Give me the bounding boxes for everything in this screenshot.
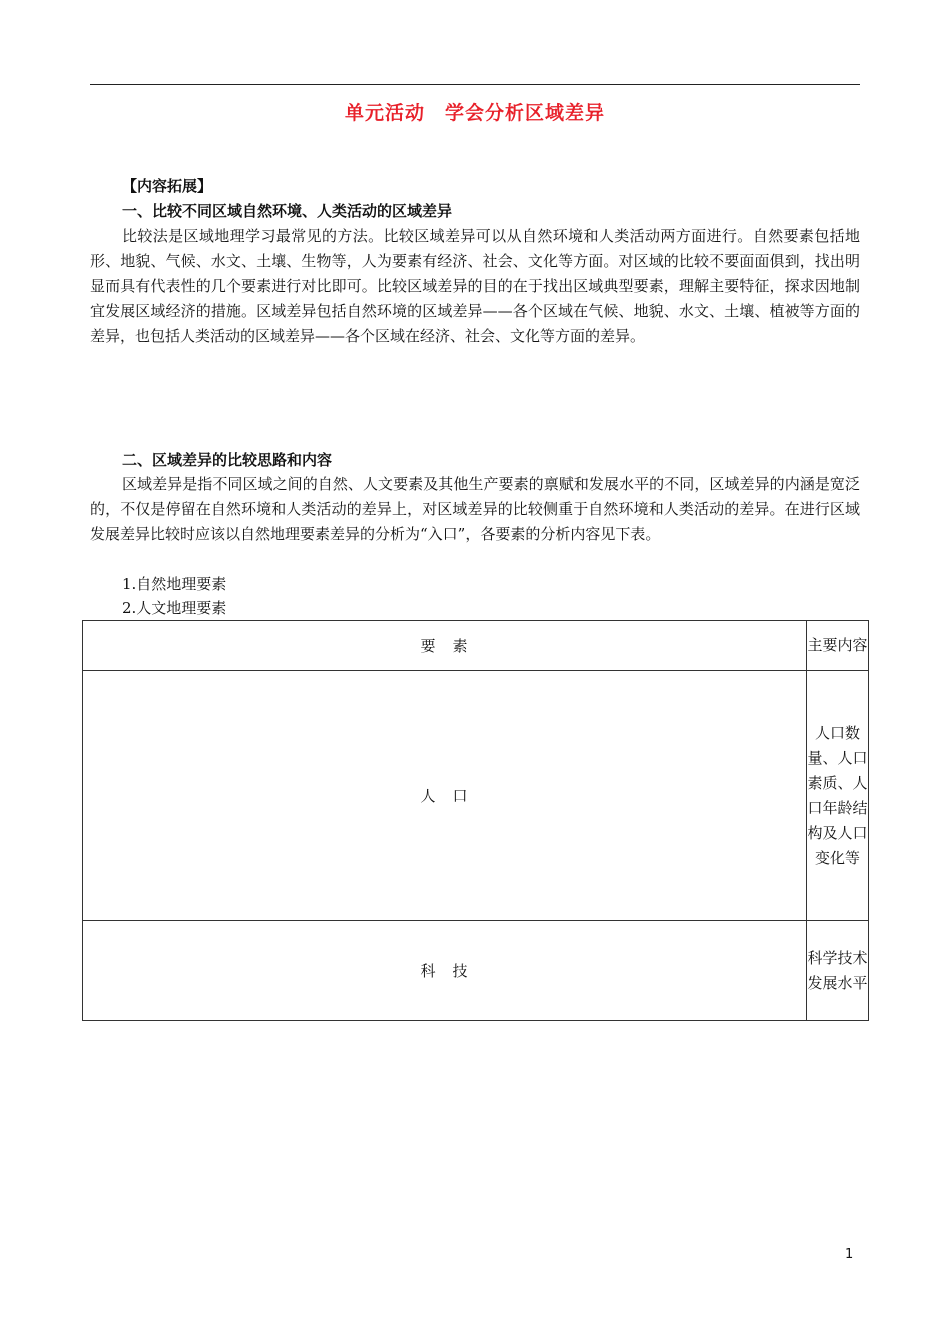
elements-table bbox=[82, 620, 869, 1021]
row-content: 人口数量、人口素质、人口年龄结构及人口变化等 bbox=[807, 671, 869, 921]
header-rule bbox=[90, 84, 860, 85]
section-label: 【内容拓展】 bbox=[122, 177, 213, 195]
section2-heading: 二、区域差异的比较思路和内容 bbox=[122, 451, 333, 469]
section2-body: 区域差异是指不同区域之间的自然、人文要素及其他生产要素的禀赋和发展水平的不同，区域差异的内涵是宽泛的，不仅是停留在自然环境和人类活动的差异上，对区域差异的比较侧重于自然环境和人类活动的差异。在进行区域发展差异比较时应该以自然地理要素差异的分析为“入口”，各要素的分析内容见下表。 bbox=[90, 475, 860, 543]
list-item-human: 2.人文地理要素 bbox=[122, 599, 227, 617]
table-header-row bbox=[83, 621, 869, 671]
header-element: 要 素 bbox=[83, 621, 807, 671]
section1-heading: 一、比较不同区域自然环境、人类活动的区域差异 bbox=[122, 202, 453, 220]
page-title: 单元活动 学会分析区域差异 bbox=[344, 102, 605, 124]
row-content: 科学技术发展水平 bbox=[807, 921, 869, 1021]
row-element: 人 口 bbox=[83, 671, 807, 921]
table-row bbox=[83, 921, 869, 1021]
list-item-natural: 1.自然地理要素 bbox=[122, 575, 227, 593]
header-content: 主要内容 bbox=[807, 621, 869, 671]
row-element: 科 技 bbox=[83, 921, 807, 1021]
page-number: 1 bbox=[845, 1247, 854, 1262]
section1-body: 比较法是区域地理学习最常见的方法。比较区域差异可以从自然环境和人类活动两方面进行。自然要素包括地形、地貌、气候、水文、土壤、生物等，人为要素有经济、社会、文化等方面。对区域的比较不要面面俱到，找出明显而具有代表性的几个要素进行对比即可。比较区域差异的目的在于找出区域典型要素，理解主要特征，探求因地制宜发展区域经济的措施。区域差异包括自然环境的区域差异——各个区域在气候、地貌、水文、土壤、植被等方面的差异，也包括人类活动的区域差异——各个区域在经济、社会、文化等方面的差异。 bbox=[90, 227, 860, 345]
table-row bbox=[83, 671, 869, 921]
